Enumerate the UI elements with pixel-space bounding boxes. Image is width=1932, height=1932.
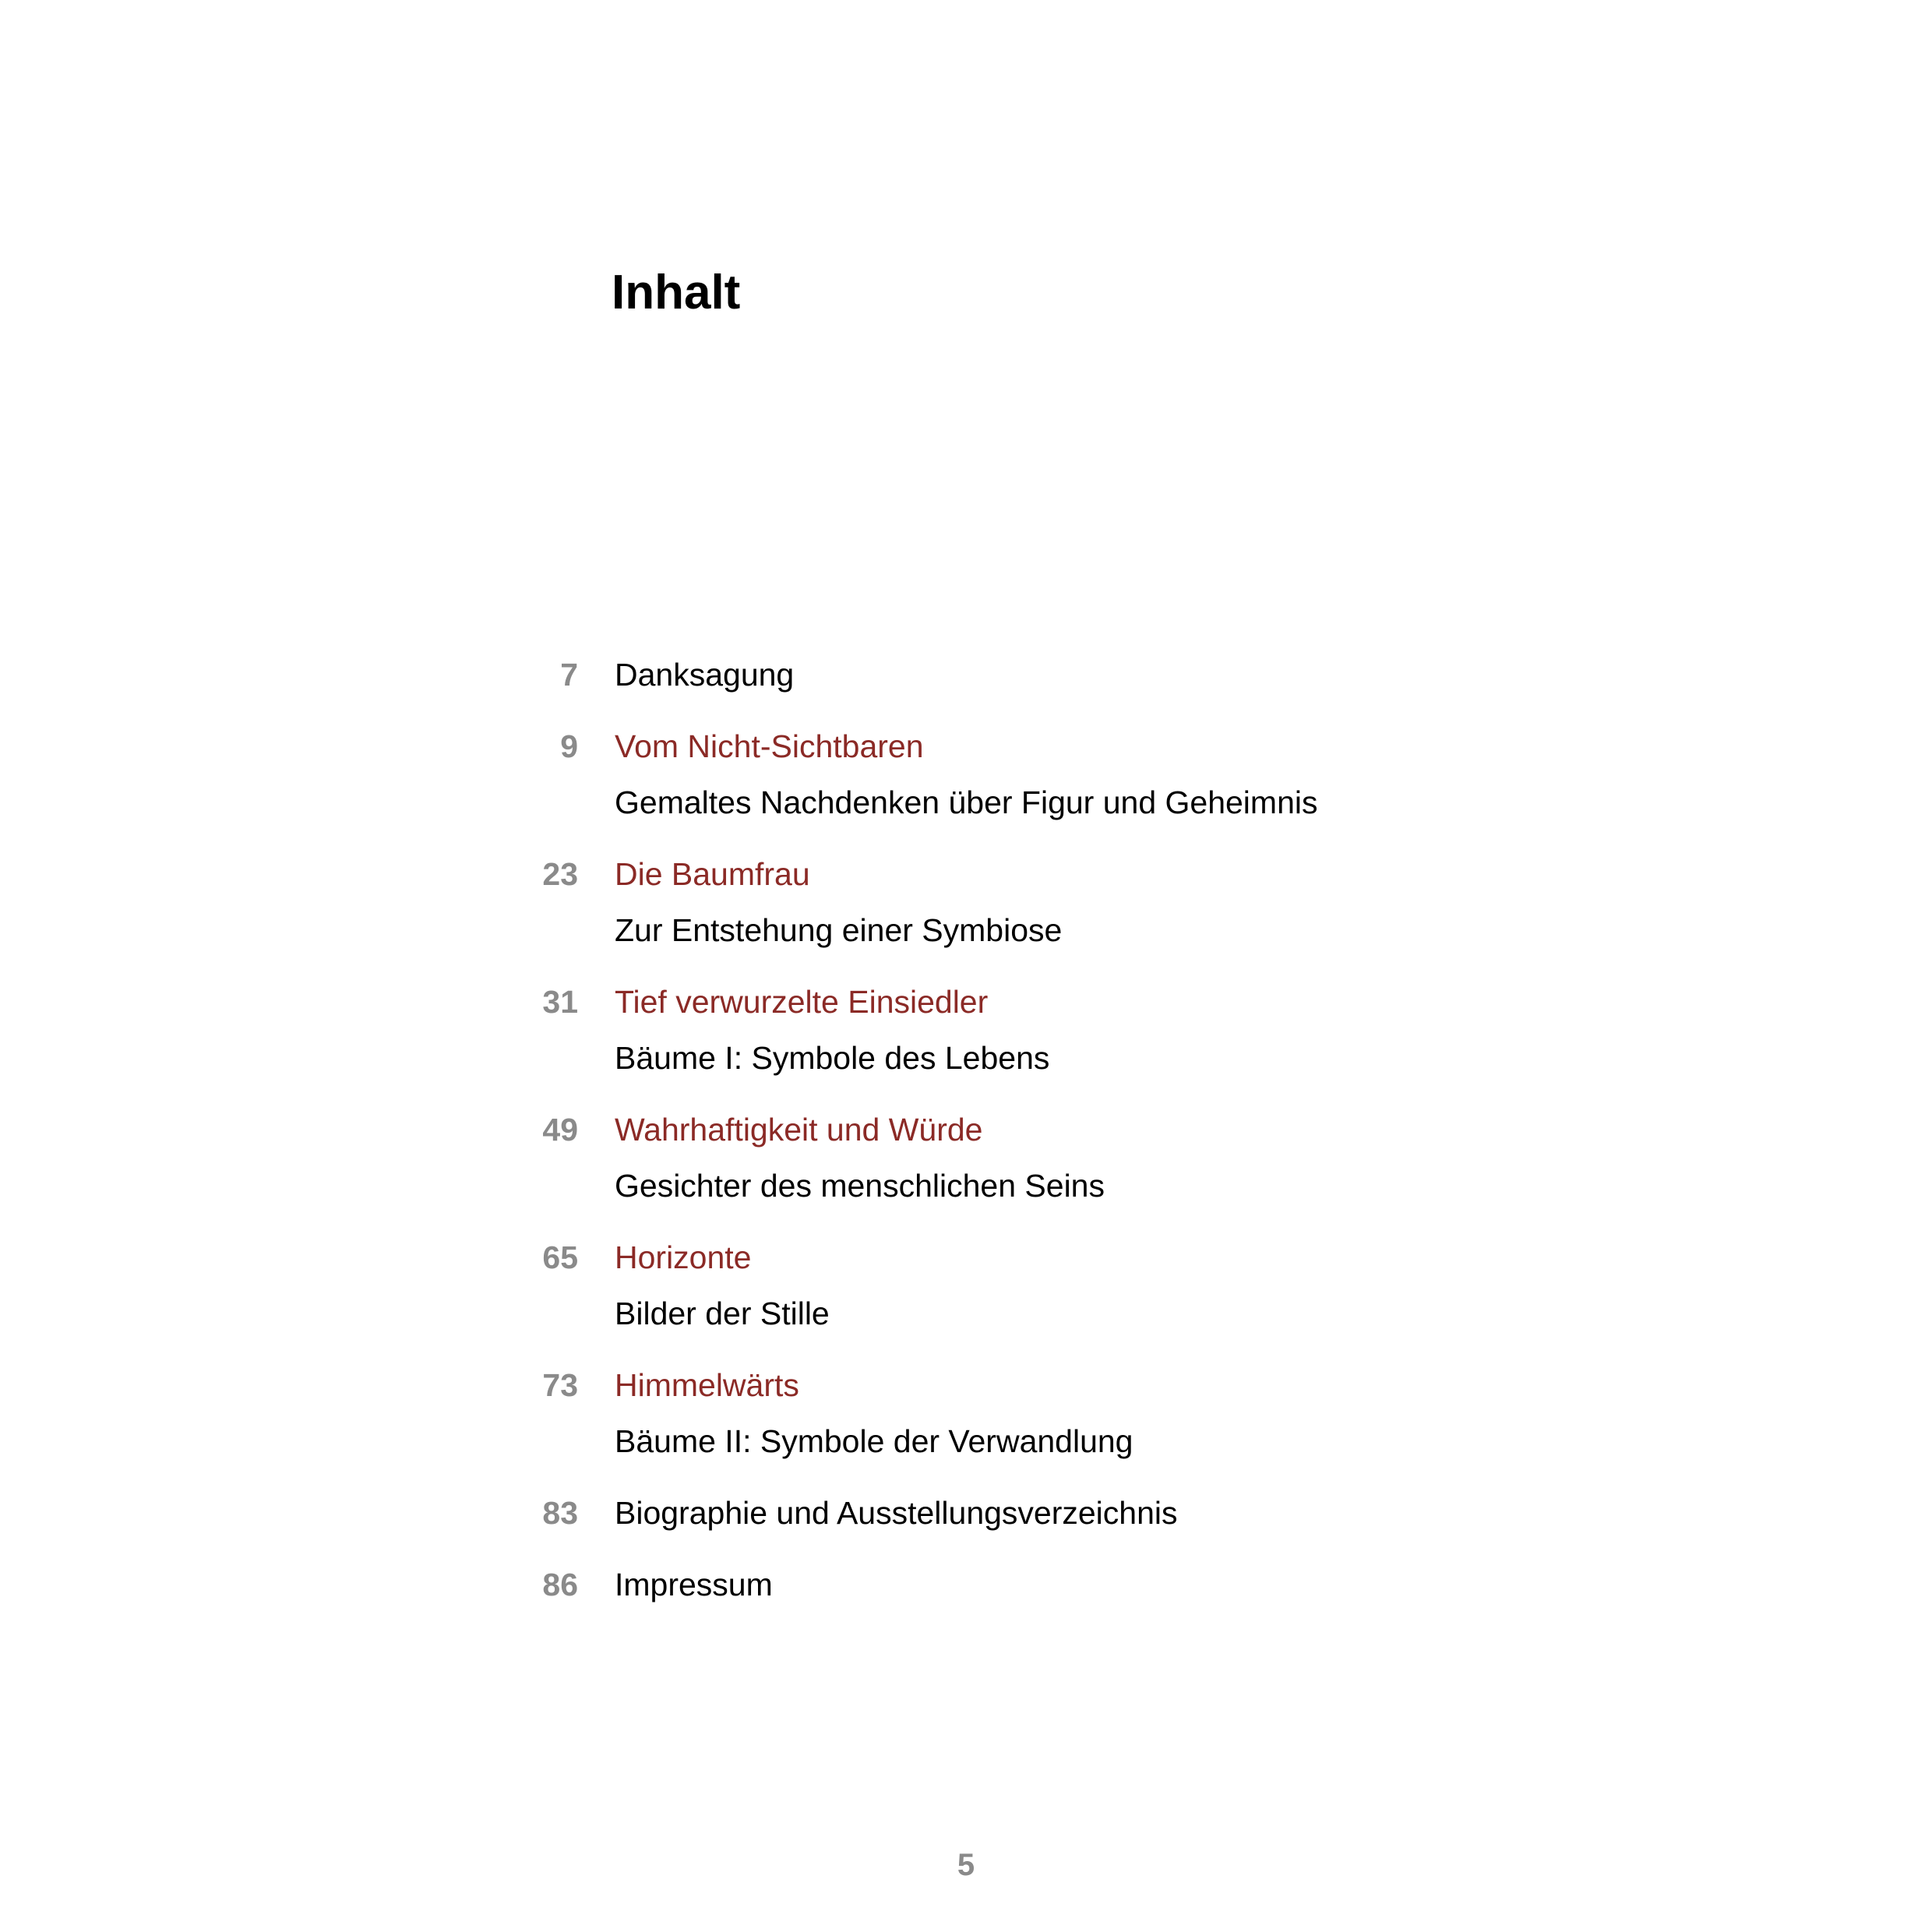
toc-entry[interactable] (499, 1236, 1667, 1335)
toc-title: Himmelwärts (615, 1367, 799, 1403)
toc-entry[interactable] (499, 1363, 1667, 1463)
toc-title: Horizonte (615, 1239, 752, 1275)
toc-subtitle: Bäume II: Symbole der Verwandlung (615, 1423, 1133, 1459)
toc-page-number: 73 (542, 1367, 578, 1403)
table-of-contents (499, 653, 1667, 1634)
toc-title: Danksagung (615, 657, 795, 693)
toc-subtitle: Gesichter des menschlichen Seins (615, 1168, 1105, 1204)
toc-title: Wahrhaftigkeit und Würde (615, 1112, 983, 1148)
toc-title: Vom Nicht-Sichtbaren (615, 728, 924, 764)
toc-page-number: 83 (542, 1495, 578, 1531)
toc-page-number: 9 (560, 728, 578, 764)
toc-subtitle: Bilder der Stille (615, 1296, 830, 1331)
toc-page-number: 65 (542, 1239, 578, 1275)
toc-entry[interactable] (499, 980, 1667, 1080)
toc-entry[interactable] (499, 724, 1667, 824)
toc-page-number: 7 (560, 657, 578, 693)
toc-title: Biographie und Ausstellungsverzeichnis (615, 1495, 1178, 1531)
toc-page-number: 31 (542, 984, 578, 1020)
toc-entry[interactable] (499, 1108, 1667, 1208)
page-title: Inhalt (612, 266, 741, 319)
toc-page-number: 49 (542, 1112, 578, 1148)
toc-entry[interactable] (499, 1491, 1667, 1535)
toc-entry[interactable] (499, 653, 1667, 696)
toc-title: Tief verwurzelte Einsiedler (615, 984, 989, 1020)
toc-subtitle: Zur Entstehung einer Symbiose (615, 912, 1063, 948)
toc-subtitle: Gemaltes Nachdenken über Figur und Geheimnis (615, 784, 1318, 820)
toc-entry[interactable] (499, 852, 1667, 952)
toc-title: Die Baumfrau (615, 856, 810, 892)
toc-entry[interactable] (499, 1563, 1667, 1606)
toc-title: Impressum (615, 1567, 773, 1602)
toc-page-number: 86 (542, 1567, 578, 1602)
toc-subtitle: Bäume I: Symbole des Lebens (615, 1040, 1050, 1076)
page-number: 5 (957, 1848, 975, 1882)
toc-page-number: 23 (542, 856, 578, 892)
